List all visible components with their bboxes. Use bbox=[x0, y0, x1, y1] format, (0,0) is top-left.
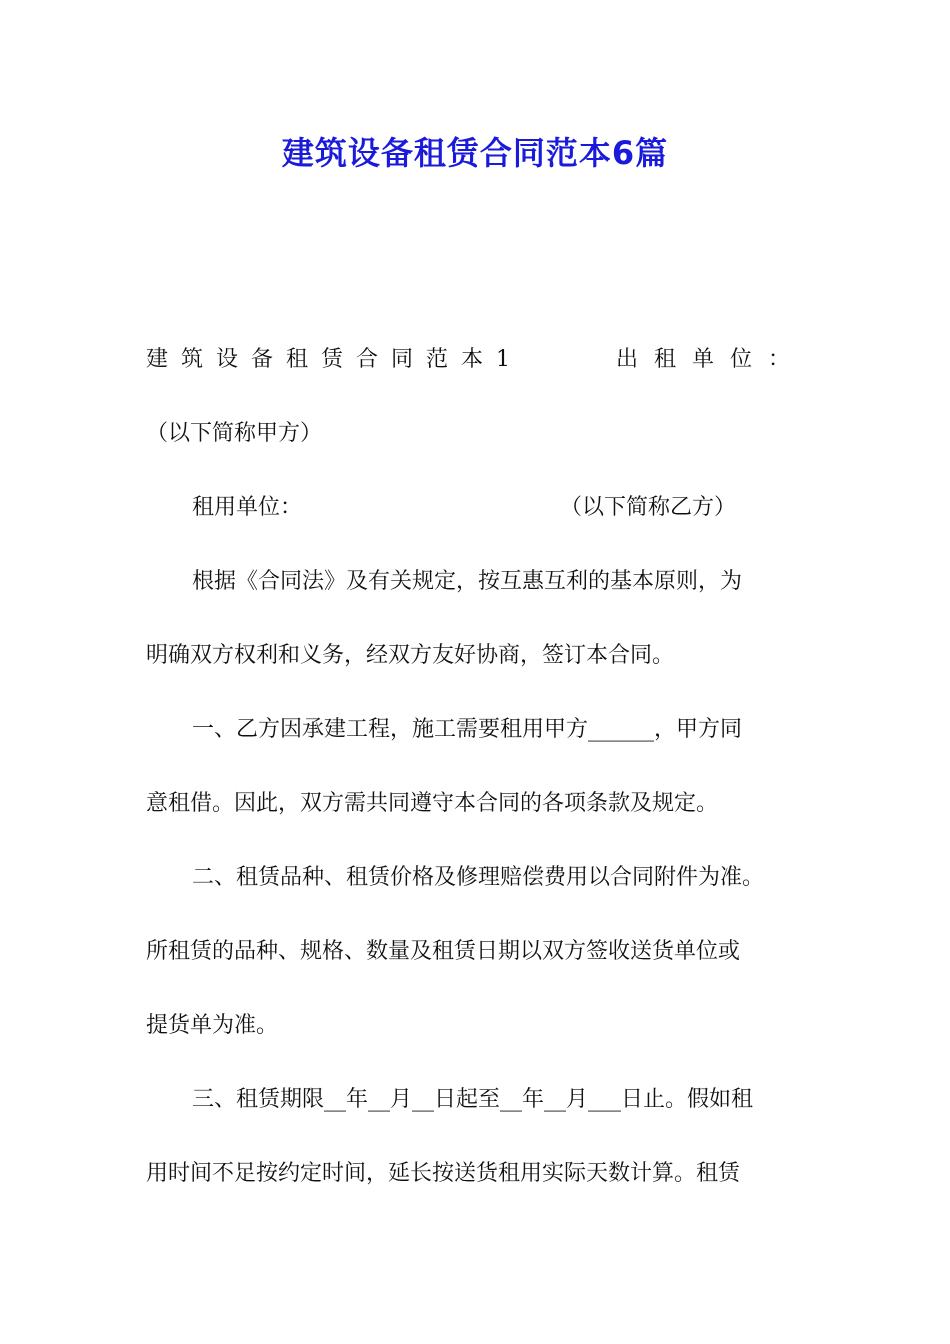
paragraph-line: 所租赁的品种、规格、数量及租赁日期以双方签收送货单位或 bbox=[146, 939, 741, 964]
lessee-line bbox=[192, 493, 806, 523]
paragraph-line: 明确双方权利和义务，经双方友好协商，签订本合同。 bbox=[146, 643, 675, 668]
lessee-label: 租用单位： bbox=[192, 495, 303, 520]
paragraph-line: 二、租赁品种、租赁价格及修理赔偿费用以合同附件为准。 bbox=[192, 865, 765, 890]
contract-subtitle: 建筑设备租赁合同范本1 bbox=[146, 347, 523, 372]
paragraph-line: 三、租赁期限__年__月__日起至__年__月___日止。假如租 bbox=[192, 1087, 754, 1112]
paragraph-line: 一、乙方因承建工程，施工需要租用甲方______，甲方同 bbox=[192, 717, 743, 742]
paragraph-line: 提货单为准。 bbox=[146, 1013, 279, 1038]
party-b-note: （以下简称乙方） bbox=[560, 495, 737, 520]
party-a-note: （以下简称甲方） bbox=[146, 421, 323, 446]
lessor-label: 出租单位： bbox=[615, 347, 806, 372]
contract-heading-line bbox=[146, 345, 806, 375]
paragraph-line: 根据《合同法》及有关规定，按互惠互利的基本原则，为 bbox=[192, 569, 743, 594]
document-title: 建筑设备租赁合同范本6篇 bbox=[281, 134, 669, 172]
paragraph-line: 用时间不足按约定时间，延长按送货租用实际天数计算。租赁 bbox=[146, 1161, 741, 1186]
paragraph-line: 意租借。因此，双方需共同遵守本合同的各项条款及规定。 bbox=[146, 791, 719, 816]
